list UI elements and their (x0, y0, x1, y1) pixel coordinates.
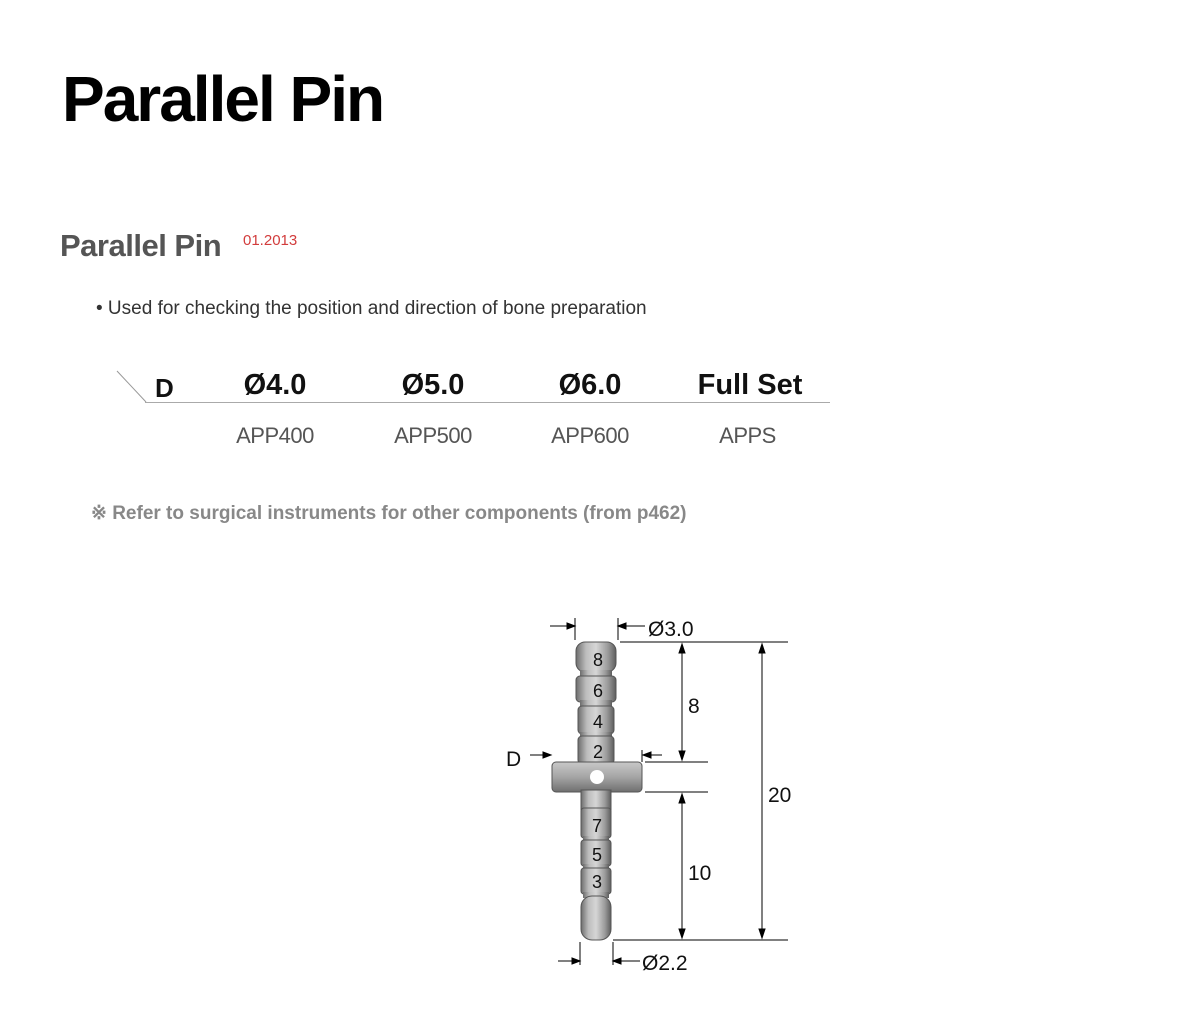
dim-lower-length: 10 (688, 862, 712, 885)
product-code-table (115, 365, 831, 465)
code-app600: APP600 (551, 423, 629, 448)
code-app400: APP400 (236, 423, 314, 448)
page-title: Parallel Pin (62, 63, 384, 135)
mark-4: 4 (592, 712, 604, 732)
header-rule (145, 402, 830, 403)
header-d5: Ø5.0 (401, 369, 465, 401)
dim-upper-length: 8 (688, 695, 700, 718)
header-d4: Ø4.0 (243, 369, 307, 401)
dim-d-label: D (506, 748, 522, 771)
section-date: 01.2013 (243, 232, 298, 249)
mark-5: 5 (591, 845, 603, 865)
mark-3: 3 (591, 872, 603, 892)
usage-bullet: • Used for checking the position and direction of bone preparation (96, 298, 647, 319)
reference-note: ※ Refer to surgical instruments for other components (from p462) (91, 503, 687, 524)
section-title: Parallel Pin (60, 228, 222, 263)
mark-8: 8 (592, 650, 604, 670)
code-apps: APPS (719, 423, 776, 448)
code-app500: APP500 (394, 423, 472, 448)
mark-6: 6 (592, 681, 604, 701)
mark-7: 7 (591, 816, 603, 836)
header-full-set: Full Set (697, 369, 803, 401)
dim-bottom-diameter: Ø2.2 (642, 952, 688, 975)
dim-top-diameter: Ø3.0 (648, 618, 694, 641)
row-label-d: D (155, 373, 174, 403)
mark-2: 2 (592, 742, 604, 762)
dimension-labels (506, 618, 791, 975)
parallel-pin-drawing (480, 600, 820, 990)
header-d6: Ø6.0 (558, 369, 622, 401)
table-diagonal-line (115, 365, 155, 405)
dim-total-length: 20 (768, 784, 792, 807)
